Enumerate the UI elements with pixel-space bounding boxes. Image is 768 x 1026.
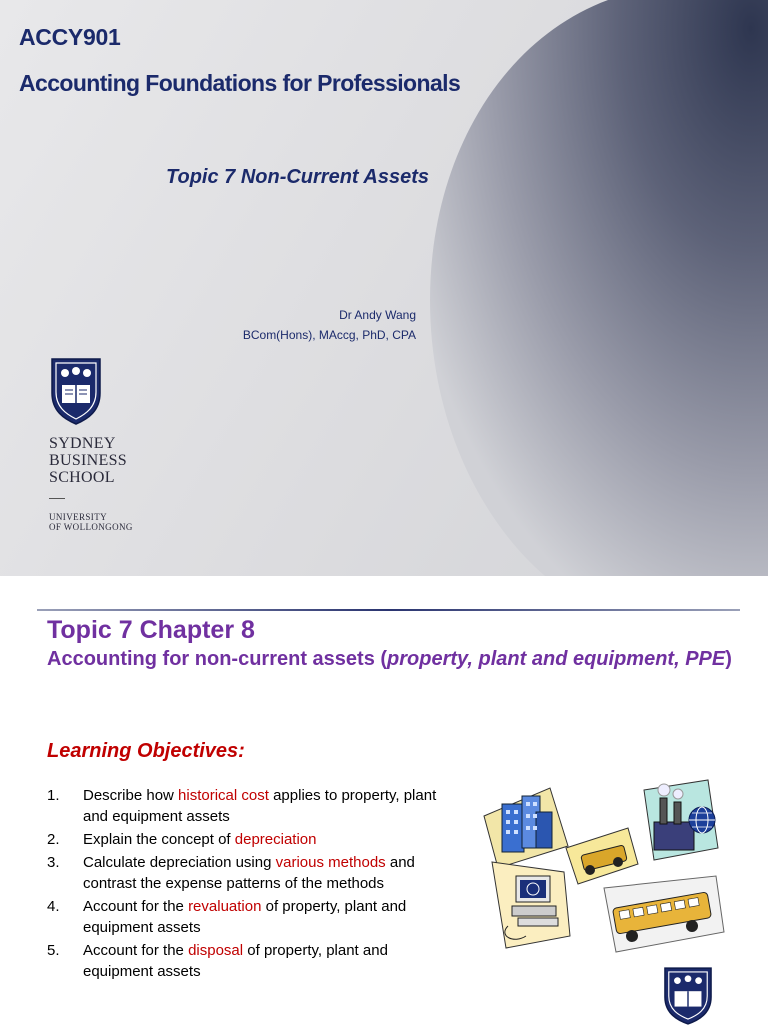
list-item: 2. Explain the concept of depreciation: [47, 831, 317, 848]
chapter-title: Topic 7 Chapter 8: [47, 616, 255, 644]
objectives-list: [47, 785, 457, 984]
list-item: 5. Account for the disposal of property, plant and equipment assets: [47, 942, 388, 980]
course-title: Accounting Foundations for Professionals: [19, 70, 461, 96]
topic-title: Topic 7 Non-Current Assets: [166, 166, 429, 188]
list-item: 1. Describe how historical cost applies to property, plant and equipment assets: [47, 787, 437, 825]
bus-clipart-icon: [604, 876, 724, 952]
logo-divider: [49, 498, 65, 499]
buildings-clipart-icon: [484, 788, 568, 868]
learning-objectives-heading: Learning Objectives:: [47, 740, 245, 762]
university-crest-icon: [663, 966, 713, 1026]
author-block: [200, 305, 416, 345]
university-name: UNIVERSITY OF WOLLONGONG: [49, 512, 133, 532]
list-item: 4. Account for the revaluation of property, plant and equipment assets: [47, 898, 407, 936]
globe-icon: [689, 807, 715, 833]
course-code: ACCY901: [19, 24, 121, 50]
university-crest-icon: [50, 357, 102, 425]
list-item: 3. Calculate depreciation using various methods and contrast the expense patterns of the methods: [47, 854, 415, 892]
truck-clipart-icon: [566, 828, 638, 884]
school-name: SYDNEY BUSINESS SCHOOL: [49, 435, 127, 486]
author-credentials: BCom(Hons), MAccg, PhD, CPA: [242, 328, 416, 342]
header-rule: [37, 609, 740, 611]
objectives-slide: [0, 576, 768, 1024]
computer-clipart-icon: [492, 862, 570, 948]
author-name: Dr Andy Wang: [339, 308, 416, 322]
business-clipart: [478, 776, 730, 962]
chapter-subtitle: Accounting for non-current assets (property, plant and equipment, PPE): [47, 648, 732, 670]
